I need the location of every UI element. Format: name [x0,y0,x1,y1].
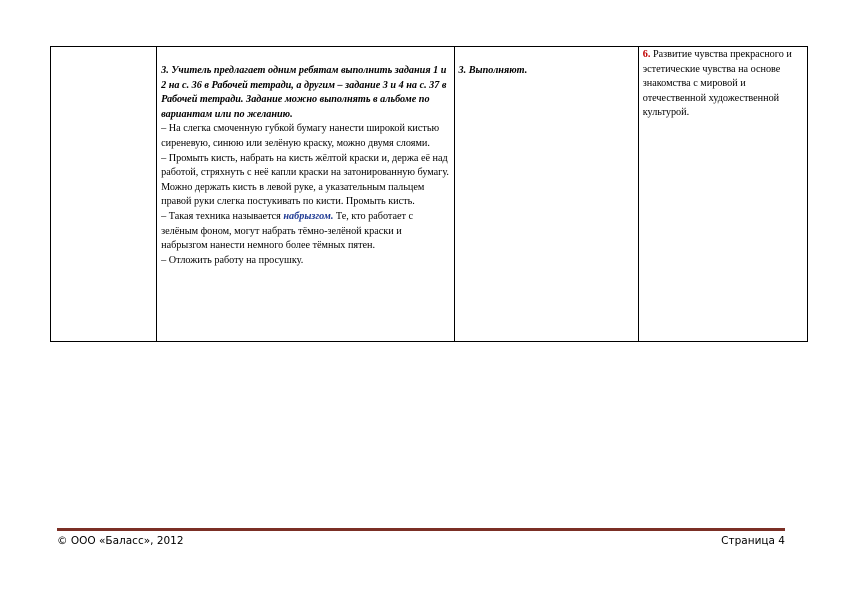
outcome-number: 6. [642,49,651,60]
teacher-intro: 3. Учитель предлагает одним ребятам выполнить задания 1 и 2 на с. 36 в Рабочей тетради, а другим – задание 3 и 4 на с. 37 в Рабочей тетради. Задание можно выполнять в альбоме по вариантам или по желанию. [161,65,447,120]
term-highlight: набрызгом. [283,210,334,222]
footer-copyright: © ООО «Баласс», 2012 [57,535,184,547]
step-1: – На слегка смоченную губкой бумагу нанести широкой кистью сиреневую, синюю или зелёную краску, можно двумя слоями. [161,123,440,149]
teacher-activity-cell [157,47,454,342]
table-row [51,47,808,342]
footer-page-number: Страница 4 [721,535,785,547]
lesson-table [50,46,808,342]
outcomes-text: 6. Развитие чувства прекрасного и эстетические чувства на основе знакомства с мировой и отечественной художественной культурой. [642,49,792,119]
outcomes-cell [638,47,807,342]
empty-cell [51,47,157,342]
step-4: – Отложить работу на просушку. [161,254,304,266]
step-2: – Промыть кисть, набрать на кисть жёлтой краски и, держа её над работой, стряхнуть с неё капли краски на затонированную бумагу. Можно держать кисть в левой руке, а указательным пальцем правой руки слегка постукивать по кисти. Промыть кисть. [161,152,449,208]
step-3: – Такая техника называется набрызгом. Те, кто работает с зелёным фоном, могут набрать тёмно-зелёной краски и набрызгом нанести немного более тёмных пятен. [161,210,414,252]
student-activity-text: 3. Выполняют. [458,65,528,76]
student-activity-cell [454,47,638,342]
footer-divider [57,528,785,531]
